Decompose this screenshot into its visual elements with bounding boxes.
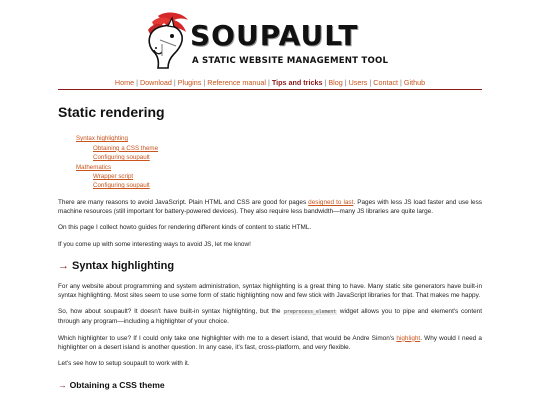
subsection-heading-obtaining-css-theme: → Obtaining a CSS theme <box>58 379 165 390</box>
toc-item <box>58 181 482 190</box>
nav-separator: | <box>136 78 138 87</box>
toc-item <box>58 163 482 172</box>
table-of-contents <box>58 134 482 191</box>
site-header <box>130 10 420 70</box>
nav-separator: | <box>344 78 347 87</box>
nav-plugins[interactable]: Plugins <box>177 78 202 87</box>
site-title: SOUPAULT <box>190 19 359 52</box>
nav-separator: | <box>173 78 176 87</box>
nav-separator: | <box>203 78 206 87</box>
intro-paragraph: On this page I collect howto guides for rendering different kinds of content to static HTML. <box>58 224 312 232</box>
nav-download[interactable]: Download <box>139 78 172 87</box>
nav-separator: | <box>267 78 270 87</box>
nav-separator: | <box>400 78 402 87</box>
nav-separator: | <box>324 78 327 87</box>
nav-reference-manual[interactable]: Reference manual <box>207 78 266 87</box>
toc-item <box>58 144 482 153</box>
body-paragraph: Let's see how to setup soupault to work with it. <box>58 360 190 368</box>
body-paragraph: So, how about soupault? It doesn't have built-in syntax highlighting, but the preprocess_element widget allows you to pipe and element's content through any program—including a highlighter of your choice. <box>58 308 482 326</box>
toc-link-syntax-highlighting[interactable]: Syntax highlighting <box>76 135 128 143</box>
arrow-right-icon: → <box>58 259 69 272</box>
toc-item <box>58 172 482 181</box>
highlight-link[interactable]: highlight <box>396 334 421 342</box>
toc-item <box>58 153 482 162</box>
arrow-right-icon: → <box>58 379 67 390</box>
body-paragraph: Which highlighter to use? If I could only take one highlighter with me to a desert island, that would be Andre Simon's highlight. Why would I need a highlighter on a desert island is another question. In any case, it's fast, cross-platform, and very flexible. <box>58 334 482 351</box>
main-nav <box>0 78 540 88</box>
toc-link-wrapper-script[interactable]: Wrapper script <box>93 172 134 180</box>
nav-blog[interactable]: Blog <box>328 78 343 87</box>
toc-link-configuring-soupault[interactable]: Configuring soupault <box>93 154 150 162</box>
toc-link-configuring-soupault-math[interactable]: Configuring soupault <box>93 182 150 190</box>
toc-link-mathematics[interactable]: Mathematics <box>76 163 112 171</box>
intro-paragraph: There are many reasons to avoid JavaScript. Plain HTML and CSS are good for pages designed to last. Pages with less JS load faster and use less machine resources (still important for battery-powered devices). They also require less bandwidth—many JS libraries are quite large. <box>58 198 482 216</box>
intro-paragraph: If you come up with some interesting ways to avoid JS, let me know! <box>58 240 251 248</box>
nav-contact[interactable]: Contact <box>373 78 399 87</box>
nav-github[interactable]: Github <box>403 78 426 87</box>
toc-link-obtaining-css-theme[interactable]: Obtaining a CSS theme <box>93 144 159 152</box>
designed-to-last-link[interactable]: designed to last <box>308 198 354 206</box>
code-preprocess-element: preprocess_element <box>284 310 337 316</box>
nav-separator: | <box>369 78 372 87</box>
nav-tips-and-tricks[interactable]: Tips and tricks <box>271 78 323 87</box>
section-heading-syntax-highlighting: → Syntax highlighting <box>58 259 175 272</box>
page-title: Static rendering <box>58 104 165 120</box>
body-paragraph: For any website about programming and system administration, syntax highlighting is a great thing to have. Many static site generators have built-in syntax highlighting. Most sites seem to use some form of static highlighting now and few stick with JavaScript libraries for that. That makes me happy. <box>58 282 482 300</box>
nav-home[interactable]: Home <box>114 78 135 87</box>
site-subtitle: A STATIC WEBSITE MANAGEMENT TOOL <box>192 56 389 66</box>
main-content <box>58 96 482 391</box>
toc-item <box>58 134 482 143</box>
nav-divider <box>58 89 482 90</box>
nav-users[interactable]: Users <box>348 78 368 87</box>
